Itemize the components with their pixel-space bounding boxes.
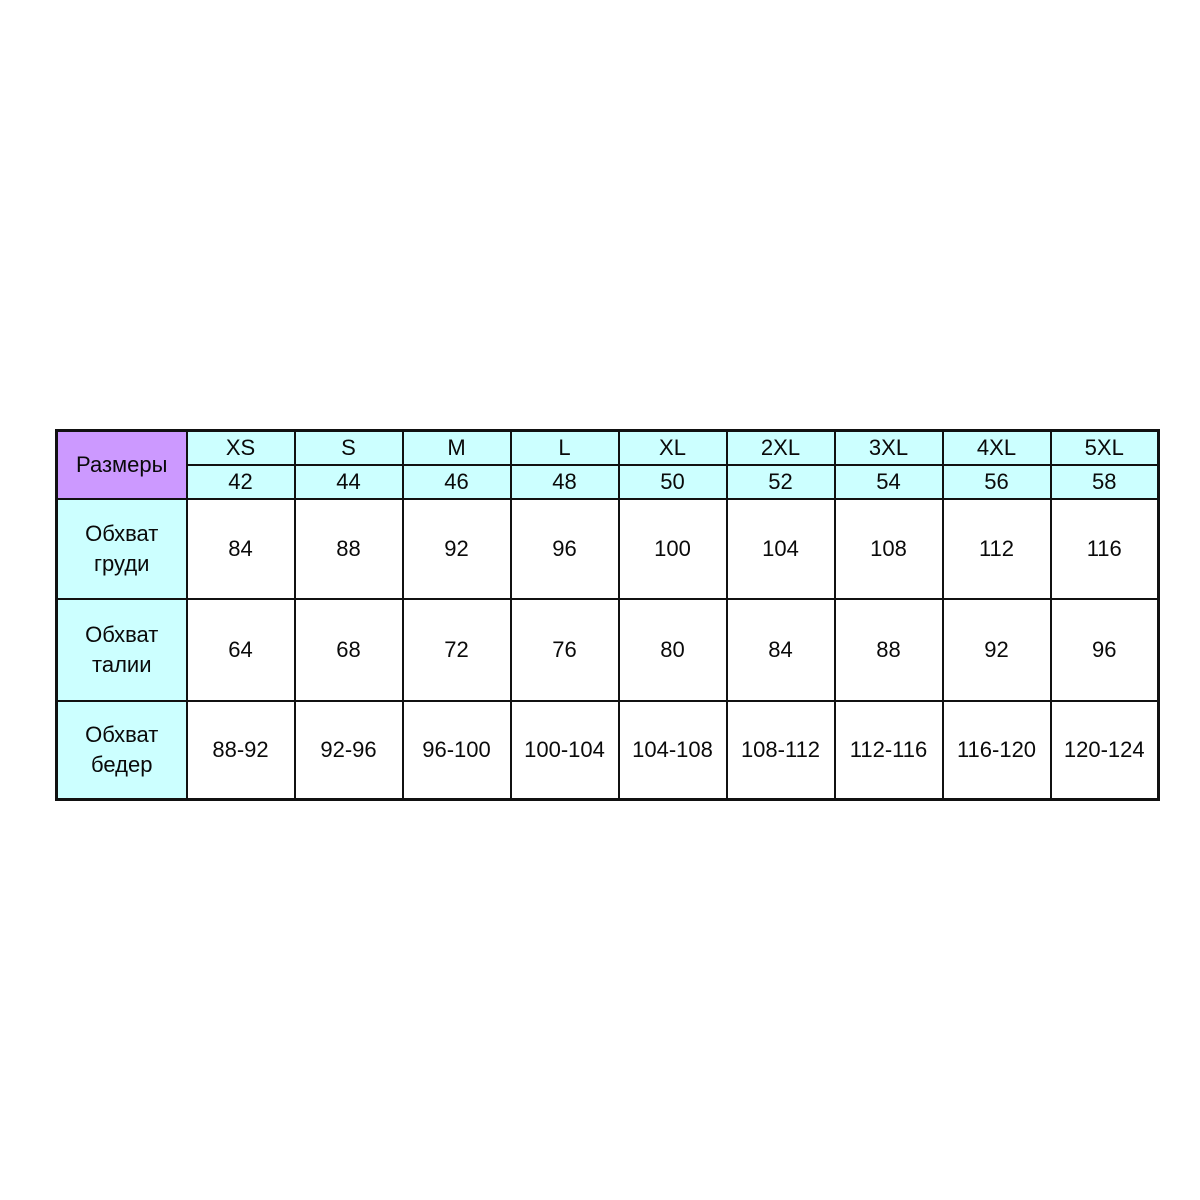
measurement-value-cell: 116-120 bbox=[943, 701, 1051, 800]
row-label-cell bbox=[57, 599, 187, 701]
measurement-value-cell: 96 bbox=[511, 499, 619, 599]
size-number-header: 52 bbox=[727, 465, 835, 499]
measurement-value-cell: 64 bbox=[187, 599, 295, 701]
size-name-header: 5XL bbox=[1051, 431, 1159, 465]
size-number-header: 44 bbox=[295, 465, 403, 499]
measurement-value-cell: 80 bbox=[619, 599, 727, 701]
size-name-header: 2XL bbox=[727, 431, 835, 465]
measurement-value-cell: 96 bbox=[1051, 599, 1159, 701]
row-label-cell bbox=[57, 701, 187, 800]
measurement-value-cell: 68 bbox=[295, 599, 403, 701]
measurement-value-cell: 96-100 bbox=[403, 701, 511, 800]
measurement-value-cell: 72 bbox=[403, 599, 511, 701]
measurement-value-cell: 112-116 bbox=[835, 701, 943, 800]
size-name-header: S bbox=[295, 431, 403, 465]
measurement-value-cell: 100-104 bbox=[511, 701, 619, 800]
row-label: Обхват груди bbox=[85, 520, 159, 576]
size-chart-table bbox=[55, 429, 1160, 801]
measurement-value-cell: 120-124 bbox=[1051, 701, 1159, 800]
measurement-value-cell: 88-92 bbox=[187, 701, 295, 800]
measurement-value-cell: 92 bbox=[943, 599, 1051, 701]
measurement-value-cell: 100 bbox=[619, 499, 727, 599]
row-label-cell bbox=[57, 499, 187, 599]
size-names-row bbox=[57, 431, 1159, 465]
measurement-value-cell: 92-96 bbox=[295, 701, 403, 800]
row-label: Обхват талии bbox=[85, 621, 159, 677]
measurement-value-cell: 108-112 bbox=[727, 701, 835, 800]
measurement-value-cell: 88 bbox=[835, 599, 943, 701]
measurement-value-cell: 84 bbox=[727, 599, 835, 701]
measurement-value-cell: 104-108 bbox=[619, 701, 727, 800]
measurement-value-cell: 112 bbox=[943, 499, 1051, 599]
corner-header-cell: Размеры bbox=[57, 431, 187, 499]
table-row bbox=[57, 499, 1159, 599]
measurement-value-cell: 116 bbox=[1051, 499, 1159, 599]
measurement-value-cell: 104 bbox=[727, 499, 835, 599]
size-number-header: 46 bbox=[403, 465, 511, 499]
size-number-header: 50 bbox=[619, 465, 727, 499]
size-number-header: 58 bbox=[1051, 465, 1159, 499]
row-label: Обхват бедер bbox=[85, 722, 159, 777]
table-row bbox=[57, 599, 1159, 701]
size-name-header: 3XL bbox=[835, 431, 943, 465]
measurement-value-cell: 84 bbox=[187, 499, 295, 599]
size-number-header: 54 bbox=[835, 465, 943, 499]
size-number-header: 42 bbox=[187, 465, 295, 499]
size-number-header: 48 bbox=[511, 465, 619, 499]
size-name-header: 4XL bbox=[943, 431, 1051, 465]
measurement-value-cell: 108 bbox=[835, 499, 943, 599]
table-row bbox=[57, 701, 1159, 800]
size-number-header: 56 bbox=[943, 465, 1051, 499]
size-name-header: XS bbox=[187, 431, 295, 465]
size-name-header: L bbox=[511, 431, 619, 465]
measurement-value-cell: 92 bbox=[403, 499, 511, 599]
measurement-value-cell: 88 bbox=[295, 499, 403, 599]
table-body bbox=[57, 499, 1159, 800]
size-name-header: XL bbox=[619, 431, 727, 465]
size-numbers-row bbox=[57, 465, 1159, 499]
measurement-value-cell: 76 bbox=[511, 599, 619, 701]
size-name-header: M bbox=[403, 431, 511, 465]
